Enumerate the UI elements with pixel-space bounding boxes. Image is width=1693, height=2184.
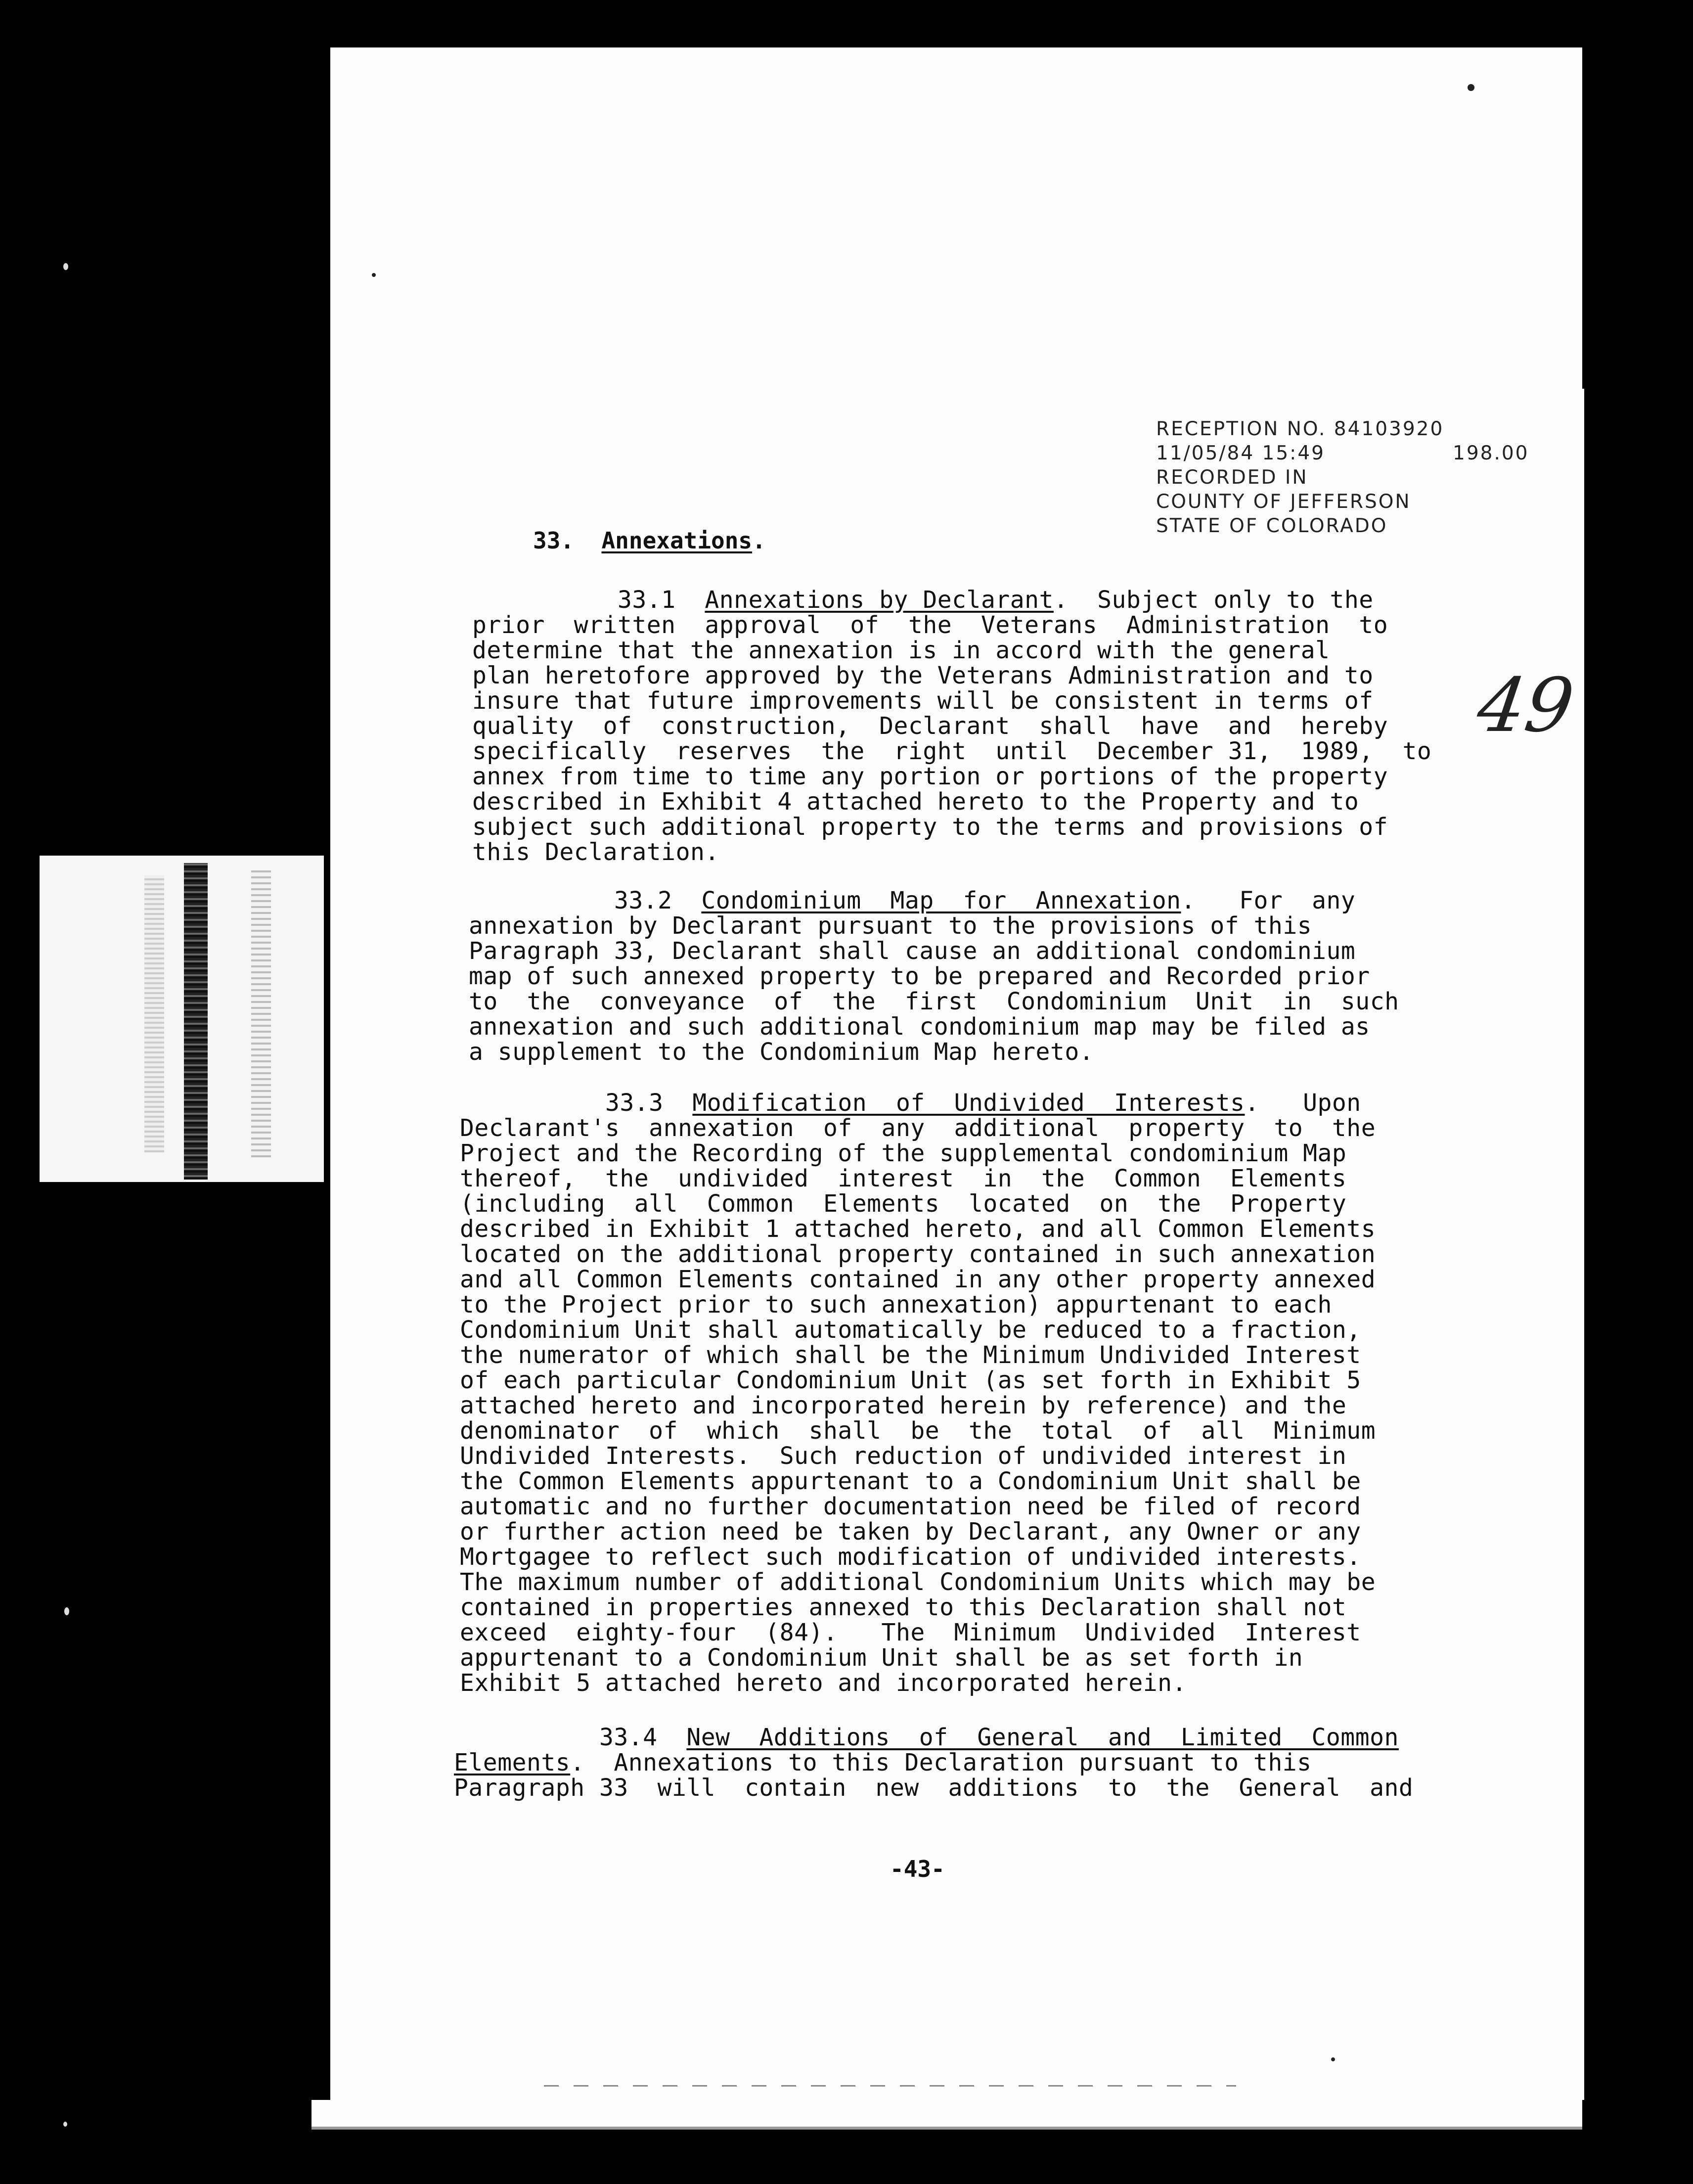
paragraph-line: to the Project prior to such annexation) appurtenant to each — [460, 1291, 1332, 1319]
scan-strip-fragment — [40, 856, 324, 1182]
paragraph-number: 33.3 — [605, 1089, 664, 1117]
scan-speck — [1331, 2057, 1335, 2061]
page-bottom-rule — [312, 2127, 1582, 2130]
paragraph-line: Mortgagee to reflect such modification of undivided interests. — [460, 1543, 1361, 1571]
page-bottom-edge — [312, 2100, 1582, 2130]
paragraph-line: the Common Elements appurtenant to a Condominium Unit shall be — [460, 1467, 1361, 1495]
paragraph-line: The maximum number of additional Condominium Units which may be — [460, 1568, 1376, 1596]
scan-strip-noise — [251, 870, 271, 1157]
paragraph-number: 33.4 — [599, 1724, 658, 1751]
paragraph-line: quality of construction, Declarant shall have and hereby — [472, 712, 1388, 740]
paragraph-33-3 — [460, 1091, 1409, 1696]
paragraph-line: of each particular Condominium Unit (as set forth in Exhibit 5 — [460, 1366, 1361, 1394]
stamp-amount: 198.00 — [1453, 442, 1529, 464]
paragraph-line: a supplement to the Condominium Map hereto. — [469, 1038, 1094, 1066]
paragraph-line: to the conveyance of the first Condominium Unit in such — [469, 988, 1399, 1015]
paragraph-line: (including all Common Elements located on the Property — [460, 1190, 1347, 1218]
paragraph-line: subject such additional property to the terms and provisions of — [472, 813, 1388, 841]
paragraph-number: 33.2 — [614, 887, 672, 914]
paragraph-line: insure that future improvements will be consistent in terms of — [472, 687, 1374, 715]
paragraph-lead: . Annexations to this Declaration pursuant to this — [570, 1749, 1312, 1776]
paragraph-line: appurtenant to a Condominium Unit shall be as set forth in — [460, 1644, 1303, 1672]
scan-speck — [372, 273, 376, 277]
paragraph-33-2 — [469, 888, 1418, 1065]
section-number: 33. — [533, 527, 575, 554]
paragraph-line: specifically reserves the right until December 31, 1989, to — [472, 737, 1432, 765]
scan-strip-bar — [184, 863, 208, 1180]
stamp-datetime: 11/05/84 15:49 — [1156, 442, 1325, 464]
handwritten-page-number: 49 — [1472, 663, 1579, 749]
paragraph-line: Project and the Recording of the supplemental condominium Map — [460, 1139, 1347, 1167]
paragraph-line: annexation and such additional condominium map may be filed as — [469, 1013, 1370, 1041]
paragraph-title-cont: Elements — [454, 1749, 571, 1776]
paragraph-33-4 — [454, 1724, 1414, 1802]
scan-artifact-line — [544, 2085, 1236, 2087]
paragraph-line: described in Exhibit 4 attached hereto to the Property and to — [472, 788, 1359, 816]
scan-speck — [64, 1607, 69, 1615]
paragraph-line: Declarant's annexation of any additional property to the — [460, 1114, 1376, 1142]
paragraph-line: automatic and no further documentation need be filed of record — [460, 1493, 1361, 1520]
paragraph-line: determine that the annexation is in accord with the general — [472, 637, 1330, 664]
paragraph-line: annexation by Declarant pursuant to the provisions of this — [469, 912, 1312, 940]
paragraph-line: Paragraph 33, Declarant shall cause an additional condominium — [469, 937, 1356, 965]
section-heading: 33. Annexations. — [533, 527, 766, 554]
scan-speck — [63, 263, 68, 270]
paragraph-line: thereof, the undivided interest in the Common Elements — [460, 1165, 1347, 1192]
paragraph-line: attached hereto and incorporated herein by reference) and the — [460, 1392, 1347, 1419]
reception-stamp — [1156, 417, 1529, 538]
paragraph-line: described in Exhibit 1 attached hereto, and all Common Elements — [460, 1215, 1376, 1243]
paragraph-lead: . Subject only to the — [1053, 586, 1374, 614]
paragraph-line: Paragraph 33 will contain new additions to the General and — [454, 1774, 1414, 1802]
paragraph-line: denominator of which shall be the total of all Minimum — [460, 1417, 1376, 1445]
paragraph-title: New Additions of General and Limited Common — [686, 1724, 1399, 1751]
paragraph-line: annex from time to time any portion or portions of the property — [472, 763, 1388, 790]
stamp-state: STATE OF COLORADO — [1156, 515, 1388, 537]
paragraph-line: this Declaration. — [472, 838, 719, 866]
paragraph-line: map of such annexed property to be prepared and Recorded prior — [469, 962, 1370, 990]
paragraph-line: Condominium Unit shall automatically be reduced to a fraction, — [460, 1316, 1361, 1344]
paragraph-line: located on the additional property contained in such annexation — [460, 1240, 1376, 1268]
paragraph-line: Exhibit 5 attached hereto and incorporated herein. — [460, 1669, 1187, 1697]
paragraph-line: plan heretofore approved by the Veterans Administration and to — [472, 662, 1374, 689]
paragraph-line: Undivided Interests. Such reduction of undivided interest in — [460, 1442, 1347, 1470]
stamp-reception: RECEPTION NO. 84103920 — [1156, 418, 1444, 440]
paragraph-title: Condominium Map for Annexation — [701, 887, 1181, 914]
scan-speck — [1468, 84, 1474, 91]
paragraph-33-1 — [472, 586, 1432, 866]
scan-speck — [63, 2122, 67, 2127]
page-number: -43- — [890, 1856, 945, 1882]
paragraph-line: prior written approval of the Veterans Administration to — [472, 611, 1388, 639]
paragraph-line: or further action need be taken by Declarant, any Owner or any — [460, 1518, 1361, 1546]
paragraph-line: exceed eighty-four (84). The Minimum Undivided Interest — [460, 1619, 1361, 1646]
scan-border — [1582, 47, 1693, 389]
paragraph-title: Modification of Undivided Interests — [692, 1089, 1245, 1117]
paragraph-line: contained in properties annexed to this Declaration shall not — [460, 1593, 1347, 1621]
stamp-county: COUNTY OF JEFFERSON — [1156, 491, 1411, 513]
section-title: Annexations — [601, 527, 753, 554]
paragraph-number: 33.1 — [617, 586, 676, 614]
paragraph-lead: . For any — [1181, 887, 1356, 914]
paragraph-line: the numerator of which shall be the Minimum Undivided Interest — [460, 1341, 1361, 1369]
stamp-recorded: RECORDED IN — [1156, 466, 1308, 489]
scan-strip-noise — [144, 875, 164, 1152]
paragraph-lead: . Upon — [1245, 1089, 1361, 1117]
paragraph-line: and all Common Elements contained in any other property annexed — [460, 1266, 1376, 1293]
paragraph-title: Annexations by Declarant — [705, 586, 1054, 614]
